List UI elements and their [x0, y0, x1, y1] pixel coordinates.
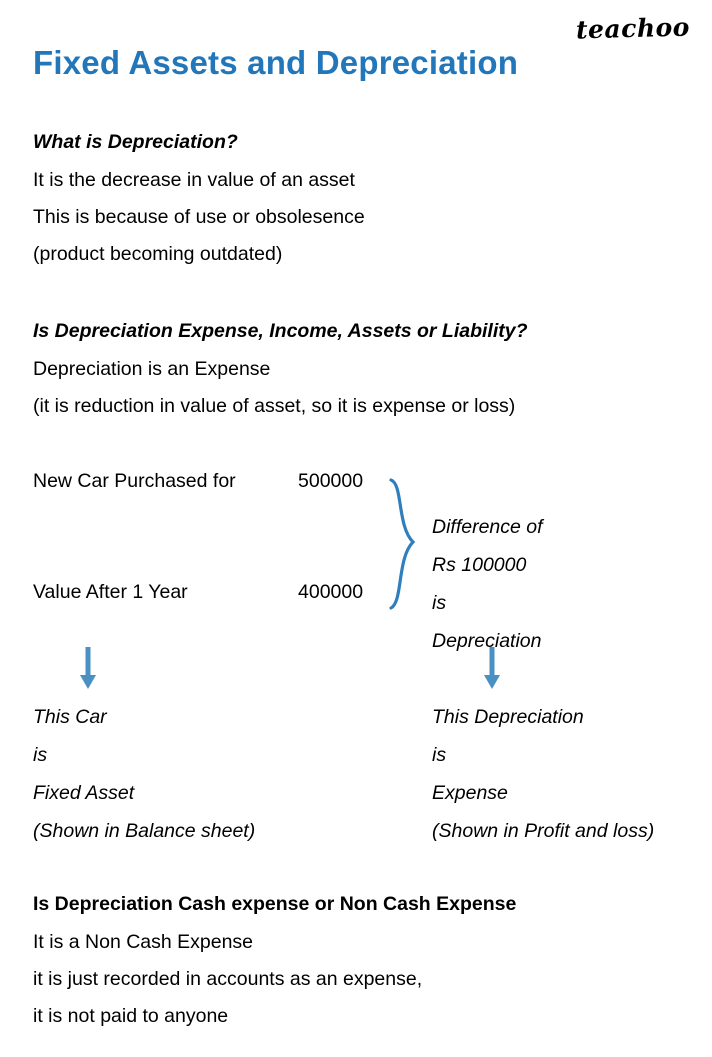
section-line: it is just recorded in accounts as an expense,: [33, 968, 423, 990]
example-row: [33, 581, 693, 618]
conclusion-line: is: [33, 744, 48, 766]
down-arrow-icon: [77, 645, 99, 696]
section-line: Depreciation is an Expense: [33, 358, 271, 380]
section-heading: Is Depreciation Cash expense or Non Cash Expense: [33, 893, 517, 915]
annotation-line: Difference of: [432, 516, 543, 538]
example-row-label: New Car Purchased for: [33, 470, 236, 492]
conclusion-line: is: [432, 744, 447, 766]
conclusion-line: Fixed Asset: [33, 782, 135, 804]
conclusion-expense: [432, 698, 654, 850]
conclusion-fixed-asset: [33, 698, 255, 850]
section-heading: Is Depreciation Expense, Income, Assets or Liability?: [33, 320, 528, 342]
difference-annotation: [432, 508, 543, 660]
section-cash-expense: [33, 893, 516, 1035]
section-heading: What is Depreciation?: [33, 131, 238, 153]
annotation-line: Depreciation: [432, 630, 542, 652]
annotation-line: is: [432, 592, 447, 614]
section-line: It is a Non Cash Expense: [33, 931, 254, 953]
example-row-value: 400000: [298, 581, 364, 603]
annotation-line: Rs 100000: [432, 554, 527, 576]
example-car-values: [33, 470, 693, 618]
section-line: (product becoming outdated): [33, 243, 283, 265]
section-line: (it is reduction in value of asset, so it is expense or loss): [33, 395, 516, 417]
page-title: Fixed Assets and Depreciation: [33, 44, 519, 81]
section-what-is-depreciation: [33, 131, 365, 273]
conclusion-line: This Depreciation: [432, 706, 584, 728]
down-arrow-icon: [481, 645, 503, 696]
conclusion-line: This Car: [33, 706, 107, 728]
section-line: it is not paid to anyone: [33, 1005, 229, 1027]
conclusion-line: (Shown in Profit and loss): [432, 820, 655, 842]
example-row: [33, 470, 693, 507]
section-line: This is because of use or obsolesence: [33, 206, 365, 228]
section-line: It is the decrease in value of an asset: [33, 169, 355, 191]
example-row-label: Value After 1 Year: [33, 581, 188, 603]
conclusion-line: (Shown in Balance sheet): [33, 820, 256, 842]
section-classification: [33, 320, 528, 425]
example-row-value: 500000: [298, 470, 364, 492]
teachoo-logo: teachoo: [575, 12, 691, 45]
curly-brace-icon: [387, 478, 421, 610]
conclusion-line: Expense: [432, 782, 508, 804]
